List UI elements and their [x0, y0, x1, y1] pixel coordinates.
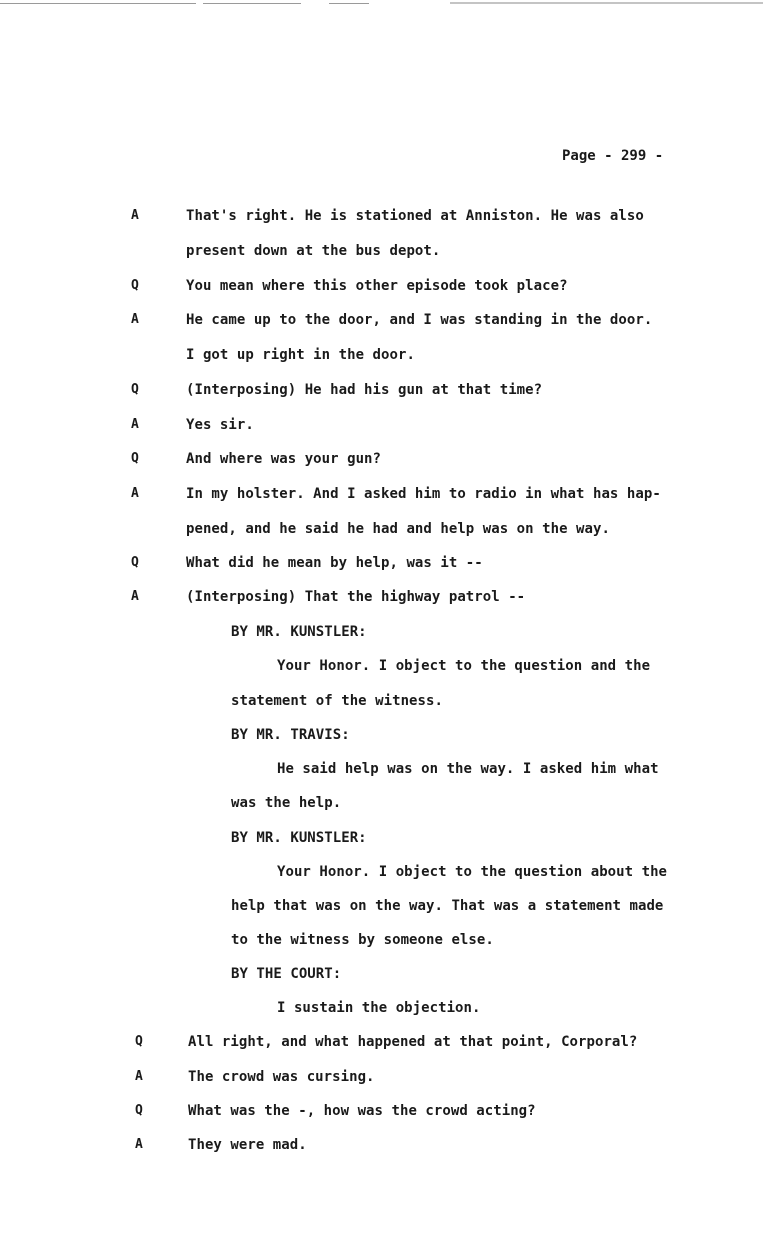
transcript-line: The crowd was cursing.: [188, 1069, 375, 1085]
transcript-line: What was the -, how was the crowd acting?: [188, 1103, 536, 1119]
speaker-label: A: [131, 208, 139, 223]
speaker-label: A: [135, 1137, 143, 1152]
transcript-line: (Interposing) That the highway patrol --: [186, 589, 526, 605]
colloquy-line: was the help.: [231, 795, 342, 811]
speaker-label: Q: [131, 382, 139, 397]
transcript-line: And where was your gun?: [186, 451, 382, 467]
speaker-label: A: [131, 417, 139, 432]
speaker-label: A: [131, 589, 139, 604]
top-edge-rule: [203, 3, 301, 4]
transcript-line: Yes sir.: [186, 417, 254, 433]
top-edge-rule: [450, 2, 763, 4]
colloquy-heading: BY MR. KUNSTLER:: [231, 624, 367, 640]
transcript-line: All right, and what happened at that point, Corporal?: [188, 1034, 638, 1050]
transcript-line: You mean where this other episode took place?: [186, 278, 568, 294]
colloquy-heading: BY MR. TRAVIS:: [231, 727, 350, 743]
transcript-line: present down at the bus depot.: [186, 243, 441, 259]
transcript-line: pened, and he said he had and help was on the way.: [186, 521, 610, 537]
speaker-label: Q: [135, 1034, 143, 1049]
speaker-label: Q: [131, 451, 139, 466]
speaker-label: Q: [135, 1103, 143, 1118]
colloquy-heading: BY MR. KUNSTLER:: [231, 830, 367, 846]
colloquy-line: He said help was on the way. I asked him what: [277, 761, 659, 777]
transcript-line: They were mad.: [188, 1137, 307, 1153]
top-edge-rule: [329, 3, 369, 4]
speaker-label: A: [131, 312, 139, 327]
top-edge-rule: [0, 3, 196, 4]
speaker-label: Q: [131, 555, 139, 570]
colloquy-line: help that was on the way. That was a statement made: [231, 898, 664, 914]
colloquy-heading: BY THE COURT:: [231, 966, 342, 982]
colloquy-line: I sustain the objection.: [277, 1000, 481, 1016]
speaker-label: A: [131, 486, 139, 501]
transcript-line: That's right. He is stationed at Anniston. He was also: [186, 208, 644, 224]
colloquy-line: statement of the witness.: [231, 693, 443, 709]
colloquy-line: to the witness by someone else.: [231, 932, 494, 948]
transcript-line: What did he mean by help, was it --: [186, 555, 483, 571]
transcript-line: He came up to the door, and I was standing in the door.: [186, 312, 653, 328]
page-number: Page - 299 -: [562, 148, 664, 164]
speaker-label: Q: [131, 278, 139, 293]
colloquy-line: Your Honor. I object to the question about the: [277, 864, 668, 880]
colloquy-line: Your Honor. I object to the question and the: [277, 658, 651, 674]
transcript-line: (Interposing) He had his gun at that time?: [186, 382, 543, 398]
transcript-line: In my holster. And I asked him to radio in what has hap-: [186, 486, 661, 502]
transcript-line: I got up right in the door.: [186, 347, 415, 363]
speaker-label: A: [135, 1069, 143, 1084]
